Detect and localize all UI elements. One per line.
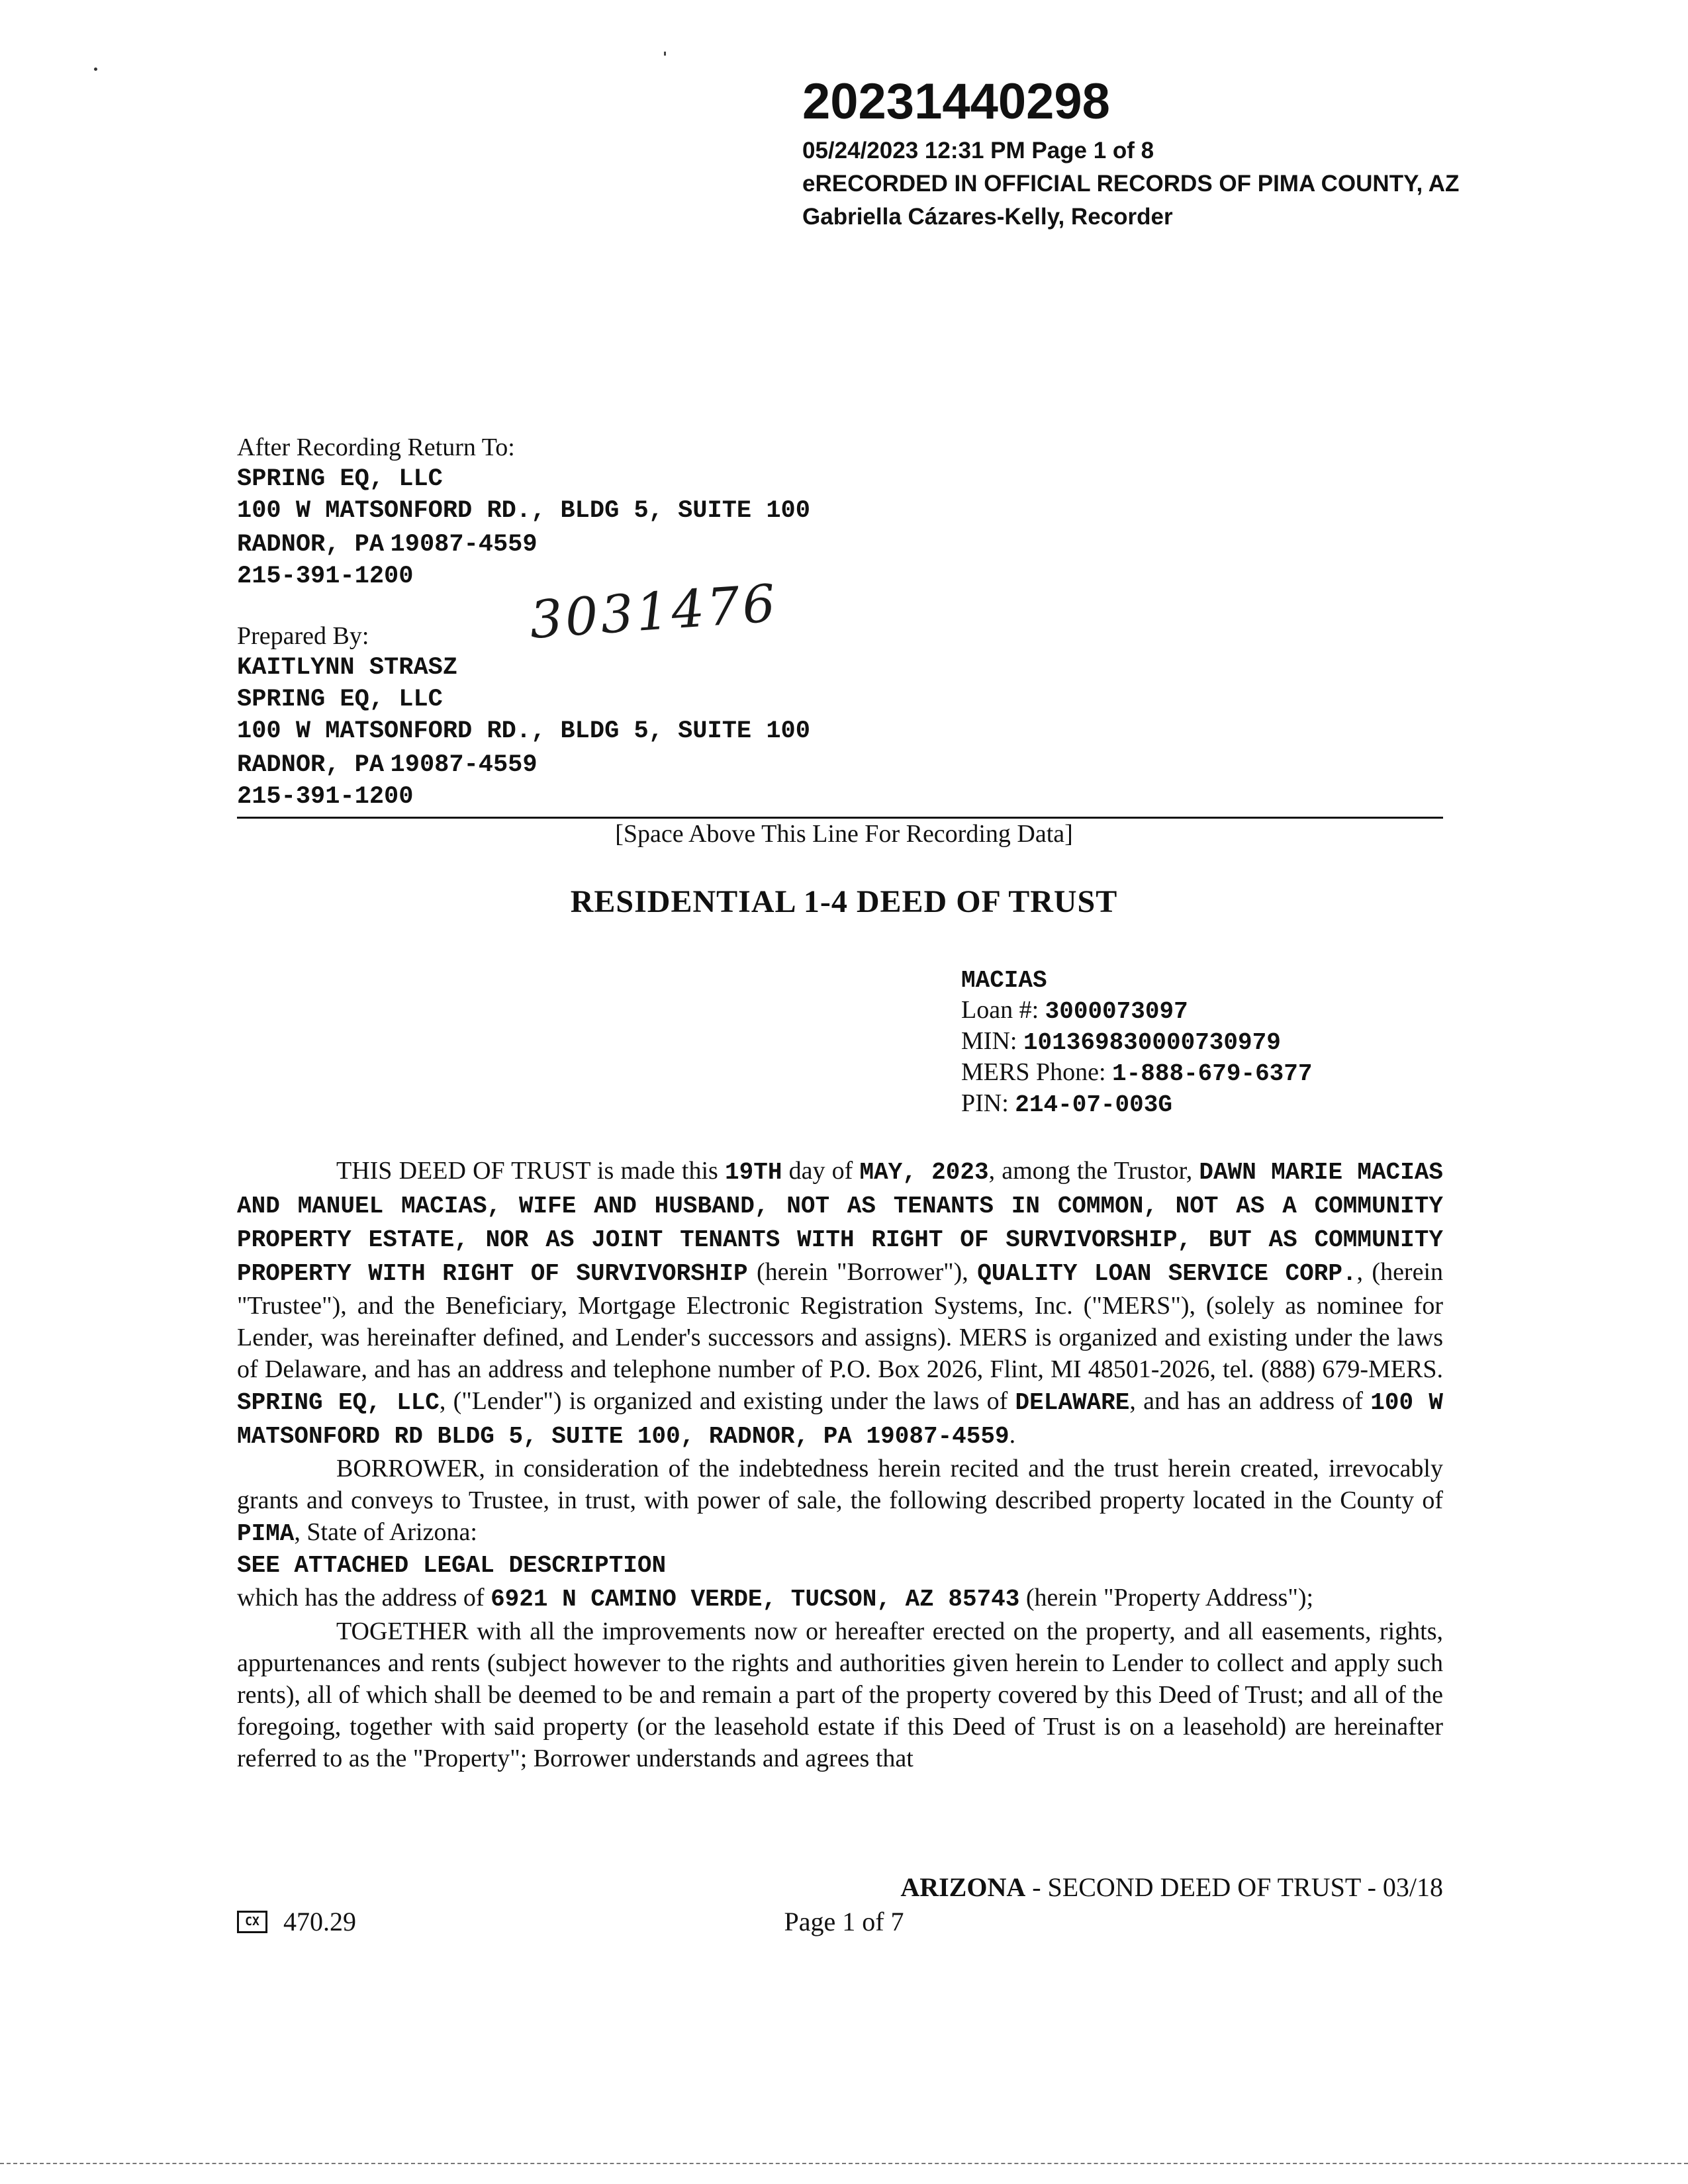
recording-office: eRECORDED IN OFFICIAL RECORDS OF PIMA COUNTY, AZ bbox=[802, 171, 1460, 197]
return-to-label: After Recording Return To: bbox=[237, 433, 515, 461]
deed-body bbox=[237, 1155, 1443, 1774]
footer-form-name: ARIZONA - SECOND DEED OF TRUST - 03/18 bbox=[900, 1872, 1443, 1902]
loan-number-line: Loan #: 3000073097 bbox=[961, 996, 1188, 1025]
legal-description-ref: SEE ATTACHED LEGAL DESCRIPTION bbox=[237, 1552, 667, 1579]
trustor-names: DAWN MARIE MACIAS AND MANUEL MACIAS, WIFE AND HUSBAND, NOT AS TENANTS IN COMMON, NOT AS A COMMUNITY PROPERTY ESTATE, NOR AS JOINT TENANTS WITH RIGHT OF SURVIVORSHIP, BUT AS COMMUNITY PROPERTY WITH RIGHT OF SURVIVORSHIP bbox=[237, 1159, 1444, 1287]
return-to-street: 100 W MATSONFORD RD., BLDG 5, SUITE 100 bbox=[237, 497, 810, 525]
loan-info-block bbox=[961, 966, 1313, 1120]
prepared-by-city-line bbox=[237, 747, 810, 781]
handwritten-order-number: 3031476 bbox=[528, 574, 780, 651]
prepared-by-name: KAITLYNN STRASZ bbox=[237, 654, 458, 682]
recording-data-divider bbox=[237, 817, 1443, 819]
recording-datetime-page: 05/24/2023 12:31 PM Page 1 of 8 bbox=[802, 138, 1154, 163]
prepared-by-city: RADNOR, PA bbox=[237, 751, 385, 779]
pin-line: PIN: 214-07-003G bbox=[961, 1089, 1172, 1118]
paragraph-parties: THIS DEED OF TRUST is made this 19TH day of MAY, 2023, among the Trustor, DAWN MARIE MACIAS AND MANUEL MACIAS, WIFE AND HUSBAND, NOT AS TENANTS IN COMMON, NOT AS A COMMUNITY PROPERTY ESTATE, NOR AS JOINT TENANTS WITH RIGHT OF SURVIVORSHIP, BUT AS COMMUNITY PROPERTY WITH RIGHT OF SURVIVORSHIP (herein "Borrower"), QUALITY LOAN SERVICE CORP., (herein "Trustee"), and the Beneficiary, Mortgage Electronic Registration Systems, Inc. ("MERS"), (solely as nominee for Lender, was hereinafter defined, and Lender's successors and assigns). MERS is organized and existing under the laws of Delaware, and has an address and telephone number of P.O. Box 2026, Flint, MI 48501-2026, tel. (888) 679-MERS. SPRING EQ, LLC, ("Lender") is organized and existing under the laws of DELAWARE, and has an address of 100 W MATSONFORD RD BLDG 5, SUITE 100, RADNOR, PA 19087-4559. bbox=[237, 1157, 1444, 1450]
scan-speck bbox=[664, 52, 666, 56]
return-to-zip: 19087-4559 bbox=[390, 531, 538, 559]
prepared-by-block bbox=[237, 620, 810, 813]
document-title: RESIDENTIAL 1-4 DEED OF TRUST bbox=[570, 884, 1118, 919]
return-to-block bbox=[237, 432, 810, 592]
prepared-by-label: Prepared By: bbox=[237, 622, 369, 650]
lender-name: SPRING EQ, LLC bbox=[237, 1389, 440, 1416]
form-code: 470.29 bbox=[283, 1907, 356, 1936]
recorder-name: Gabriella Cázares-Kelly, Recorder bbox=[802, 204, 1173, 230]
property-address: 6921 N CAMINO VERDE, TUCSON, AZ 85743 bbox=[491, 1586, 1020, 1613]
paragraph-together: TOGETHER with all the improvements now or hereafter erected on the property, and all easements, rights, appurtenances and rents (subject however to the rights and authorities given herein to Lender to collect and apply such rents), all of which shall be deemed to be and remain a part of the property covered by this Deed of Trust; and all of the foregoing, together with said property (or the leasehold estate if this Deed of Trust is on a leasehold) are hereinafter referred to as the "Property"; Borrower understands and agrees that bbox=[237, 1617, 1443, 1772]
scan-bottom-edge bbox=[0, 2163, 1688, 2164]
paragraph-grant: BORROWER, in consideration of the indebtedness herein recited and the trust herein created, irrevocably grants and conveys to Trustee, in trust, with power of sale, the following described property located in the County of PIMA, State of Arizona: bbox=[237, 1455, 1443, 1547]
return-to-company: SPRING EQ, LLC bbox=[237, 465, 443, 493]
return-to-city: RADNOR, PA bbox=[237, 531, 385, 559]
min-line: MIN: 101369830000730979 bbox=[961, 1027, 1281, 1056]
space-above-note: [Space Above This Line For Recording Data] bbox=[615, 820, 1073, 848]
mers-phone-line: MERS Phone: 1-888-679-6377 bbox=[961, 1058, 1313, 1087]
mers-phone: 1-888-679-6377 bbox=[1112, 1060, 1313, 1087]
paragraph-property-address: which has the address of 6921 N CAMINO VERDE, TUCSON, AZ 85743 (herein "Property Address"); bbox=[237, 1584, 1314, 1613]
return-to-phone: 215-391-1200 bbox=[237, 563, 414, 590]
scan-speck bbox=[94, 68, 97, 71]
prepared-by-company: SPRING EQ, LLC bbox=[237, 686, 443, 713]
pin-number: 214-07-003G bbox=[1015, 1091, 1172, 1118]
prepared-by-phone: 215-391-1200 bbox=[237, 783, 414, 811]
min-number: 101369830000730979 bbox=[1023, 1029, 1281, 1056]
prepared-by-zip: 19087-4559 bbox=[390, 751, 538, 779]
return-to-city-line bbox=[237, 527, 810, 561]
footer-page-number: Page 1 of 7 bbox=[784, 1907, 904, 1936]
form-vendor-icon: CX bbox=[237, 1911, 267, 1933]
lender-address: 100 W MATSONFORD RD BLDG 5, SUITE 100, RADNOR, PA 19087-4559 bbox=[237, 1389, 1443, 1450]
borrower-surname: MACIAS bbox=[961, 967, 1047, 994]
prepared-by-street: 100 W MATSONFORD RD., BLDG 5, SUITE 100 bbox=[237, 717, 810, 745]
recording-number: 20231440298 bbox=[802, 73, 1110, 130]
loan-number: 3000073097 bbox=[1045, 998, 1188, 1025]
trustee-name: QUALITY LOAN SERVICE CORP. bbox=[977, 1260, 1357, 1287]
